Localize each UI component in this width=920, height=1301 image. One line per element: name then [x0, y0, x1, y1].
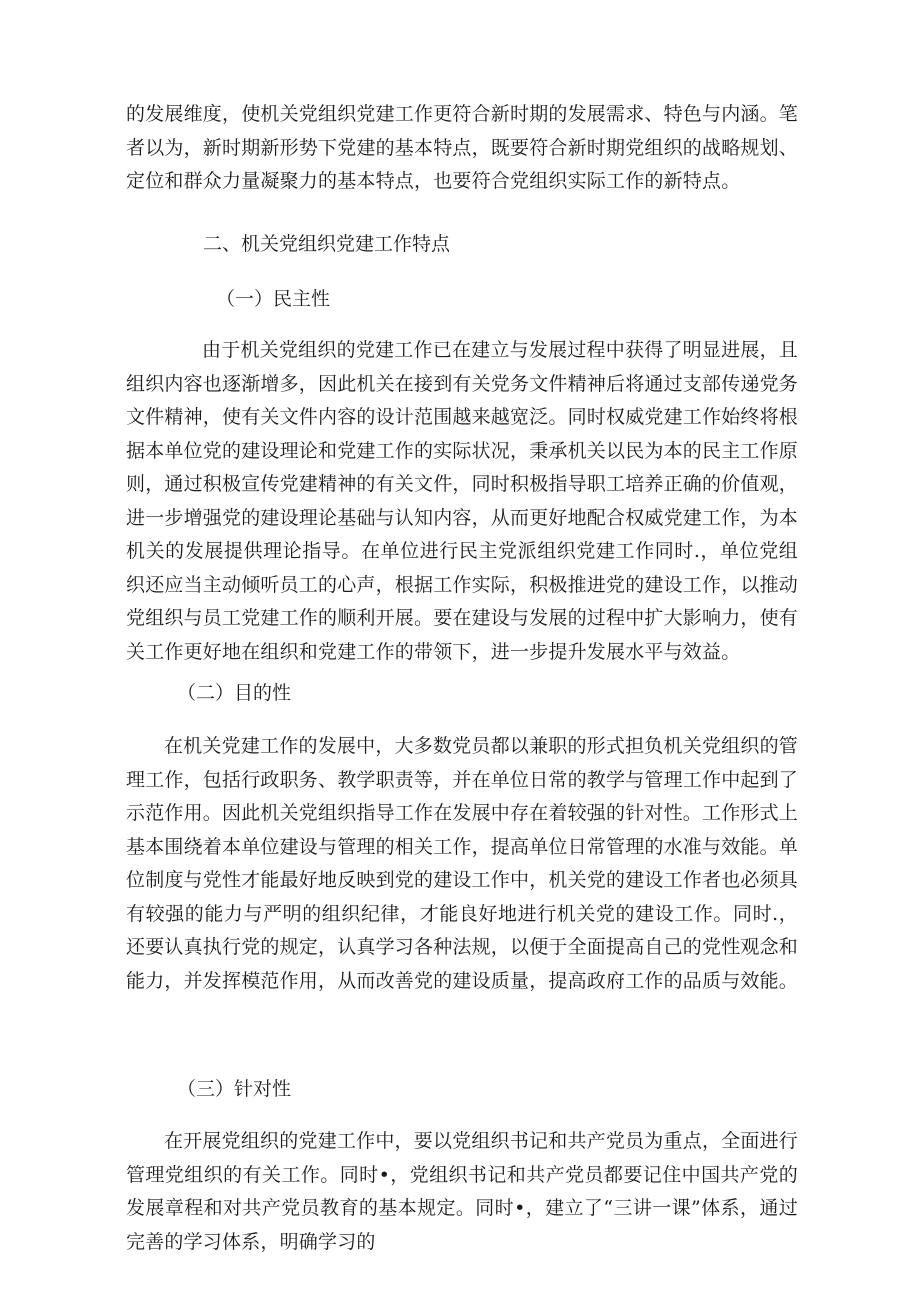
subsection-body-targeting: 在开展党组织的党建工作中，要以党组织书记和共产党员为重点，全面进行管理党组织的有关工作。同时•，党组织书记和共产党员都要记住中国共产党的发展章程和对共产党员教育的基本规定。同时•，建立了“三讲一课”体系，通过完善的学习体系，明确学习的 — [126, 1130, 798, 1253]
subsection-heading-targeting: （三）针对性 — [177, 1078, 292, 1100]
subsection-heading-purpose: （二）目的性 — [177, 682, 292, 704]
section-heading: 二、机关党组织党建工作特点 — [203, 233, 451, 255]
intro-paragraph: 的发展维度，使机关党组织党建工作更符合新时期的发展需求、特色与内涵。笔者以为，新时期新形势下党建的基本特点，既要符合新时期党组织的战略规划、定位和群众力量凝聚力的基本特点，也要符合党组织实际工作的新特点。 — [126, 103, 799, 192]
subsection-heading-democracy: （一）民主性 — [216, 288, 331, 310]
subsection-body-democracy: 由于机关党组织的党建工作已在建立与发展过程中获得了明显进展，且组织内容也逐渐增多，因此机关在接到有关党务文件精神后将通过支部传递党务文件精神，使有关文件内容的设计范围越来越宽泛。同时权威党建工作始终将根据本单位党的建设理论和党建工作的实际状况，秉承机关以民为本的民主工作原则，通过积极宣传党建精神的有关文件，同时积极指导职工培养正确的价值观，进一步增强党的建设理论基础与认知内容，从而更好地配合权威党建工作，为本机关的发展提供理论指导。在单位进行民主党派组织党建工作同时.，单位党组织还应当主动倾听员工的心声，根据工作实际，积极推进党的建设工作，以推动党组织与员工党建工作的顺利开展。要在建设与发展的过程中扩大影响力，使有关工作更好地在组织和党建工作的带领下，进一步提升发展水平与效益。 — [126, 339, 799, 663]
subsection-body-purpose: 在机关党建工作的发展中，大多数党员都以兼职的形式担负机关党组织的管理工作，包括行政职务、教学职责等，并在单位日常的教学与管理工作中起到了示范作用。因此机关党组织指导工作在发展中存在着较强的针对性。工作形式上基本围绕着本单位建设与管理的相关工作，提高单位日常管理的水准与效能。单位制度与党性才能最好地反映到党的建设工作中，机关党的建设工作者也必须具有较强的能力与严明的组织纪律，才能良好地进行机关党的建设工作。同时.，还要认真执行党的规定，认真学习各种法规，以便于全面提高自己的党性观念和能力，并发挥模范作用，从而改善党的建设质量，提高政府工作的品质与效能。 — [126, 735, 799, 992]
